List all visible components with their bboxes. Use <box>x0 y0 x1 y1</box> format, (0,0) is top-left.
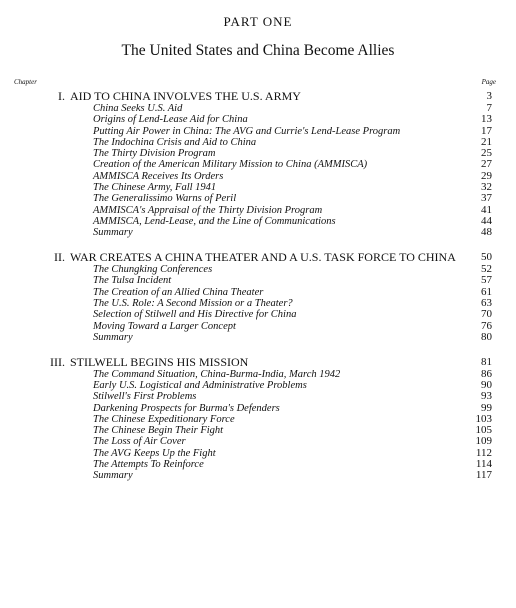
toc-entry <box>0 403 516 414</box>
table-of-contents <box>0 90 516 494</box>
entry-title: Origins of Lend-Lease Aid for China <box>93 114 248 126</box>
entry-title: AMMISCA Receives Its Orders <box>93 170 224 182</box>
toc-entry <box>0 275 516 286</box>
entry-page-number: 44 <box>481 214 492 227</box>
page-column-header: Page <box>481 78 496 86</box>
entry-page-number: 90 <box>481 378 492 391</box>
toc-entry <box>0 380 516 391</box>
toc-entry <box>0 103 516 114</box>
entry-title: The AVG Keeps Up the Fight <box>93 447 216 459</box>
toc-entry <box>0 287 516 298</box>
entry-page-number: 57 <box>481 274 492 287</box>
entry-title: China Seeks U.S. Aid <box>93 103 183 114</box>
toc-entry <box>0 298 516 309</box>
toc-entry <box>0 414 516 425</box>
toc-entry <box>0 436 516 447</box>
entry-page-number: 32 <box>481 181 492 194</box>
chapter-column-header: Chapter <box>14 78 37 86</box>
entry-page-number: 109 <box>475 435 492 448</box>
entry-page-number: 17 <box>481 124 492 137</box>
entry-page-number: 93 <box>481 390 492 403</box>
entry-title: Early U.S. Logistical and Administrative Problems <box>93 379 307 391</box>
entry-page-number: 41 <box>481 203 492 216</box>
entry-page-number: 29 <box>481 169 492 182</box>
entry-title: The Chinese Begin Their Fight <box>93 425 224 437</box>
toc-entry <box>0 227 516 238</box>
entry-title: The Attempts To Reinforce <box>93 459 204 471</box>
entry-title: AMMISCA, Lend-Lease, and the Line of Communications <box>93 215 336 227</box>
chapter <box>0 251 516 343</box>
entry-title: Darkening Prospects for Burma's Defenders <box>93 402 280 414</box>
toc-entry <box>0 205 516 216</box>
chapter-heading <box>0 356 516 369</box>
chapter-heading <box>0 90 516 103</box>
entry-title: AMMISCA's Appraisal of the Thirty Division Program <box>93 204 323 216</box>
toc-entry <box>0 114 516 125</box>
chapter-number: I. <box>58 89 65 103</box>
toc-entry <box>0 369 516 380</box>
entry-page-number: 63 <box>481 296 492 309</box>
entry-page-number: 105 <box>475 424 492 437</box>
entry-title: Moving Toward a Larger Concept <box>93 320 236 332</box>
entry-title: The Thirty Division Program <box>93 148 216 160</box>
chapter-number: III. <box>50 354 65 369</box>
toc-entry <box>0 470 516 481</box>
entry-page-number: 61 <box>481 285 492 298</box>
part-subtitle: The United States and China Become Allies <box>121 42 395 59</box>
entry-title: The U.S. Role: A Second Mission or a Theater? <box>93 297 293 309</box>
entry-title: The Chinese Army, Fall 1941 <box>93 182 217 194</box>
part-heading: PART ONE <box>223 14 293 29</box>
toc-entry <box>0 193 516 204</box>
toc-entry <box>0 264 516 275</box>
toc-entry <box>0 137 516 148</box>
entry-page-number: 7 <box>486 102 492 114</box>
entry-title: Selection of Stilwell and His Directive for China <box>93 309 297 321</box>
toc-entry <box>0 448 516 459</box>
toc-entry <box>0 216 516 227</box>
entry-page-number: 76 <box>481 319 492 332</box>
entry-page-number: 86 <box>481 367 492 380</box>
chapter-heading <box>0 251 516 264</box>
entry-page-number: 37 <box>481 192 492 205</box>
entry-title: The Indochina Crisis and Aid to China <box>93 136 257 148</box>
entry-page-number: 103 <box>475 412 492 425</box>
entry-page-number: 48 <box>481 226 492 239</box>
entry-page-number: 21 <box>481 135 492 148</box>
chapter-page-number: 3 <box>486 90 492 102</box>
chapter-title: AID TO CHINA INVOLVES THE U.S. ARMY <box>70 89 301 103</box>
entry-page-number: 13 <box>481 113 492 126</box>
chapter-title: STILWELL BEGINS HIS MISSION <box>70 354 249 369</box>
entry-title: The Creation of an Allied China Theater <box>93 286 264 298</box>
chapter <box>0 90 516 239</box>
toc-entry <box>0 309 516 320</box>
entry-page-number: 114 <box>475 458 492 471</box>
entry-page-number: 80 <box>481 330 492 343</box>
toc-entry <box>0 321 516 332</box>
entry-title: The Tulsa Incident <box>93 275 172 287</box>
toc-entry <box>0 332 516 343</box>
toc-entry <box>0 425 516 436</box>
entry-page-number: 27 <box>481 158 492 171</box>
entry-title: The Chungking Conferences <box>93 264 213 276</box>
toc-entry <box>0 159 516 170</box>
chapter-page-number: 81 <box>481 355 492 368</box>
toc-entry <box>0 148 516 159</box>
entry-page-number: 99 <box>481 401 492 414</box>
entry-page-number: 52 <box>481 263 492 276</box>
toc-entry <box>0 171 516 182</box>
entry-page-number: 70 <box>481 308 492 321</box>
toc-entry <box>0 459 516 470</box>
entry-title: The Command Situation, China-Burma-India, March 1942 <box>93 368 341 380</box>
entry-title: Summary <box>93 331 133 343</box>
entry-title: The Generalissimo Warns of Peril <box>93 193 237 205</box>
entry-title: The Chinese Expeditionary Force <box>93 413 235 425</box>
chapter-number: II. <box>54 250 65 265</box>
toc-entry <box>0 126 516 137</box>
toc-entry <box>0 182 516 193</box>
entry-title: Summary <box>93 227 133 239</box>
toc-entry <box>0 391 516 402</box>
entry-title: Creation of the American Military Mission to China (AMMISCA) <box>93 159 368 171</box>
entry-page-number: 112 <box>475 446 492 459</box>
entry-title: Summary <box>93 470 133 482</box>
chapter-title: WAR CREATES A CHINA THEATER AND A U.S. TASK FORCE TO CHINA <box>70 250 456 265</box>
entry-title: Stilwell's First Problems <box>93 391 197 403</box>
entry-page-number: 25 <box>481 147 492 160</box>
chapter-page-number: 50 <box>481 251 492 264</box>
entry-title: The Loss of Air Cover <box>93 436 186 448</box>
entry-title: Putting Air Power in China: The AVG and Currie's Lend-Lease Program <box>93 125 401 137</box>
chapter <box>0 356 516 482</box>
entry-page-number: 117 <box>475 469 492 482</box>
